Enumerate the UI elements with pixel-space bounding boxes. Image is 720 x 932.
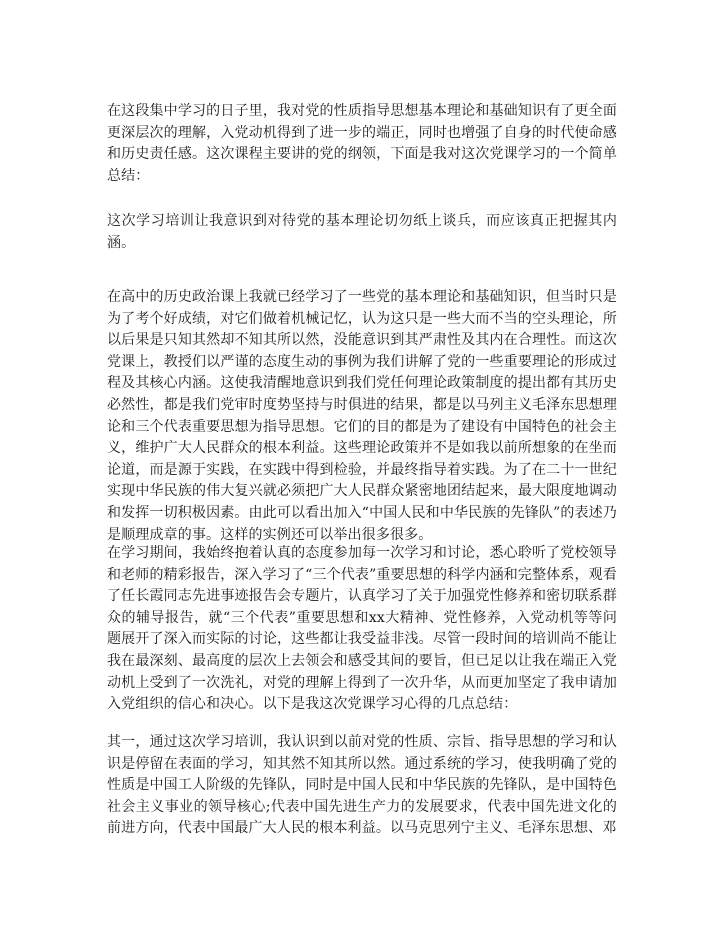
paragraph-study-period: 在学习期间，我始终抱着认真的态度参加每一次学习和讨论，悉心聆听了党校领导和老师的精彩报告，深入学习了“三个代表”重要思想的科学内涵和完整体系，观看了任长霞同志先进事迹报告会专题片，认真学习了关于加强党性修养和密切联系群众的辅导报告，就“三个代表”重要思想和xx大精神、党性修养，入党动机等等问题展开了深入而实际的讨论，这些都让我受益非浅。尽管一段时间的培训尚不能让我在最深刻、最高度的层次上去领会和感受其间的要旨，但已足以让我在端正入党动机上受到了一次洗礼，对党的理解上得到了一次升华，从而更加坚定了我申请加入党组织的信心和决心。以下是我这次党课学习心得的几点总结：	[107, 545, 617, 713]
paragraph-point-one: 其一，通过这次学习培训，我认识到以前对党的性质、宗旨、指导思想的学习和认识是停留在表面的学习，知其然不知其所以然。通过系统的学习，使我明确了党的性质是中国工人阶级的先锋队，同时是中国人民和中华民族的先锋队，是中国特色社会主义事业的领导核心;代表中国先进生产力的发展要求，代表中国先进文化的前进方向，代表中国最广大人民的根本利益。以马克思列宁主义、毛泽东思想、邓	[107, 734, 617, 837]
paragraph-high-school-reflection: 在高中的历史政治课上我就已经学习了一些党的基本理论和基础知识，但当时只是为了考个好成绩，对它们做着机械记忆，认为这只是一些大而不当的空头理论，所以后果是只知其然却不知其所以然，没能意识到其严肃性及其内在合理性。而这次党课上，教授们以严谨的态度生动的事例为我们讲解了党的一些重要理论的形成过程及其核心内涵。这使我清醒地意识到我们党任何理论政策制度的提出都有其历史必然性，都是我们党审时度势坚持与时俱进的结果，都是以马列主义毛泽东思想理论和三个代表重要思想为指导思想。它们的目的都是为了建设有中国特色的社会主义，维护广大人民群众的根本利益。这些理论政策并不是如我以前所想象的在坐而论道，而是源于实践，在实践中得到检验，并最终指导着实践。为了在二十一世纪实现中华民族的伟大复兴就必须把广大人民群众紧密地团结起来，最大限度地调动和发挥一切积极因素。由此可以看出加入“中国人民和中华民族的先锋队”的表述乃是顺理成章的事。这样的实例还可以举出很多很多。	[107, 289, 617, 543]
paragraph-realization: 这次学习培训让我意识到对待党的基本理论切勿纸上谈兵，而应该真正把握其内涵。	[107, 213, 617, 251]
paragraph-intro: 在这段集中学习的日子里，我对党的性质指导思想基本理论和基础知识有了更全面更深层次的理解，入党动机得到了进一步的端正，同时也增强了自身的时代使命感和历史责任感。这次课程主要讲的党的纲领，下面是我对这次党课学习的一个简单总结：	[107, 103, 617, 184]
